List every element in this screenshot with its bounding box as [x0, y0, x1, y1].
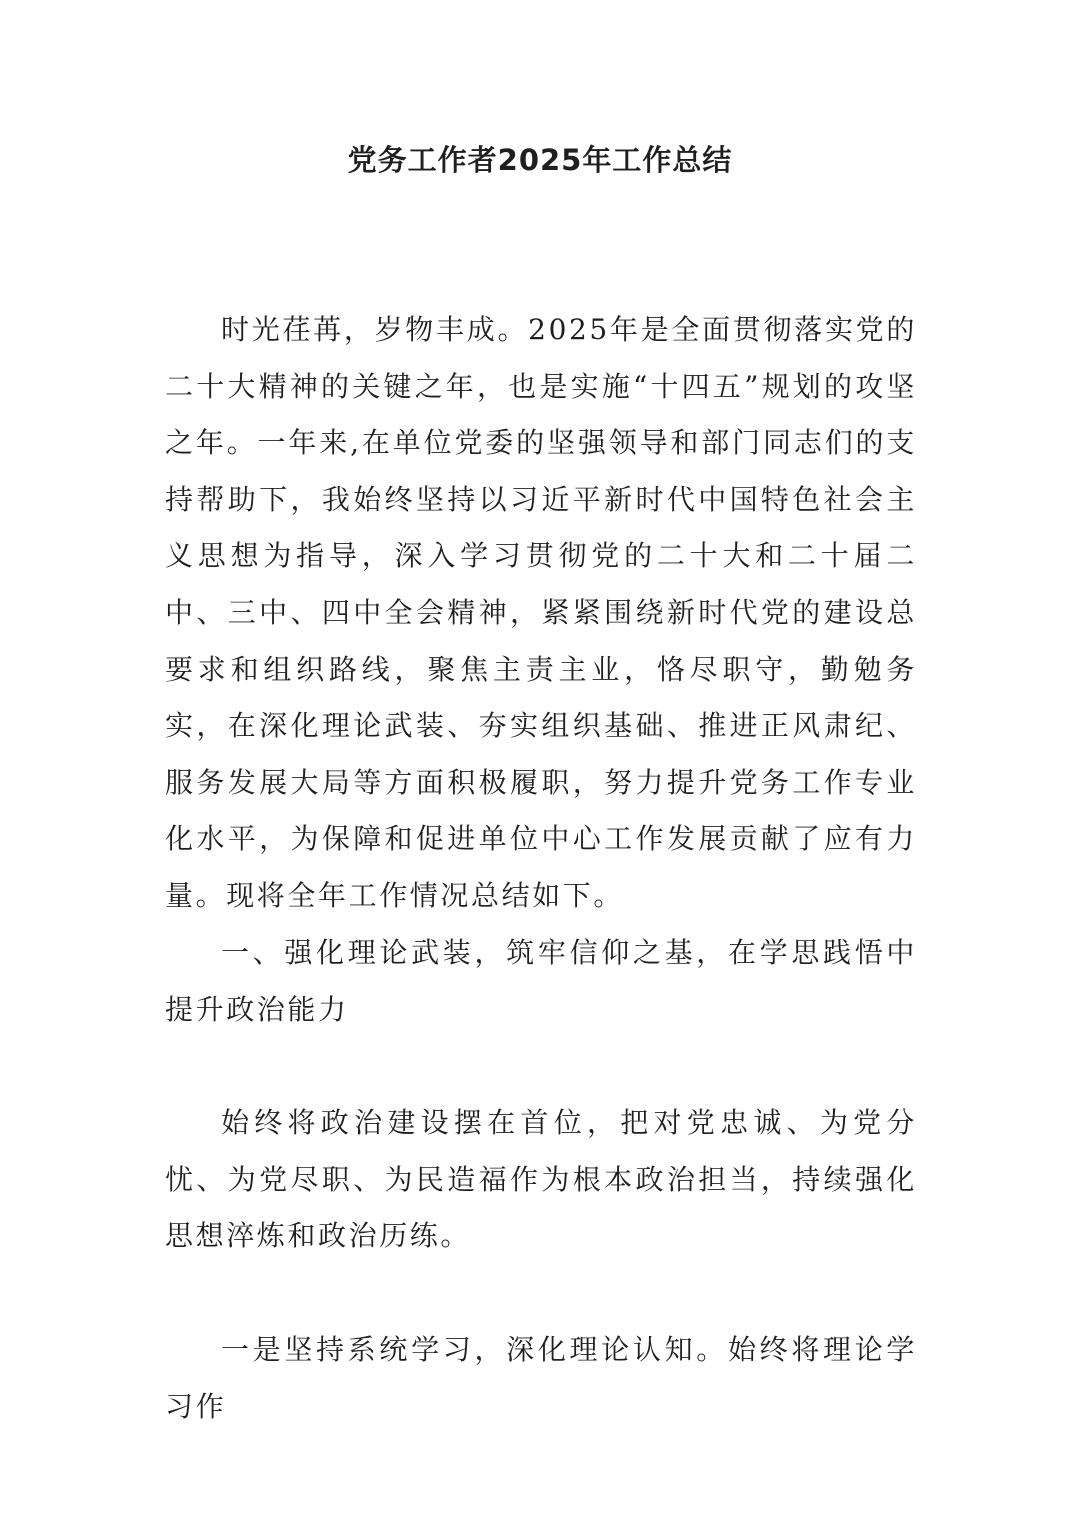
section-1-paragraph: 始终将政治建设摆在首位，把对党忠诚、为党分忧、为党尽职、为民造福作为根本政治担当，持续强化思想淬炼和政治历练。 [165, 1106, 917, 1253]
section-1-point-1: 一是坚持系统学习，深化理论认知。始终将理论学习作 [165, 1333, 917, 1423]
section-heading-1: 一、强化理论武装，筑牢信仰之基，在学思践悟中提升政治能力 [165, 936, 917, 1026]
intro-paragraph: 时光荏苒，岁物丰成。2025年是全面贯彻落实党的二十大精神的关键之年，也是实施“十四五”规划的攻坚之年。一年来,在单位党委的坚强领导和部门同志们的支持帮助下，我始终坚持以习近平新时代中国特色社会主义思想为指导，深入学习贯彻党的二十大和二十届二中、三中、四中全会精神，紧紧围绕新时代党的建设总要求和组织路线，聚焦主责主业，恪尽职守，勤勉务实，在深化理论武装、夯实组织基础、推进正风肃纪、服务发展大局等方面积极履职，努力提升党务工作专业化水平，为保障和促进单位中心工作发展贡献了应有力量。现将全年工作情况总结如下。 [165, 313, 917, 912]
document-title: 党务工作者2025年工作总结 [347, 143, 733, 177]
